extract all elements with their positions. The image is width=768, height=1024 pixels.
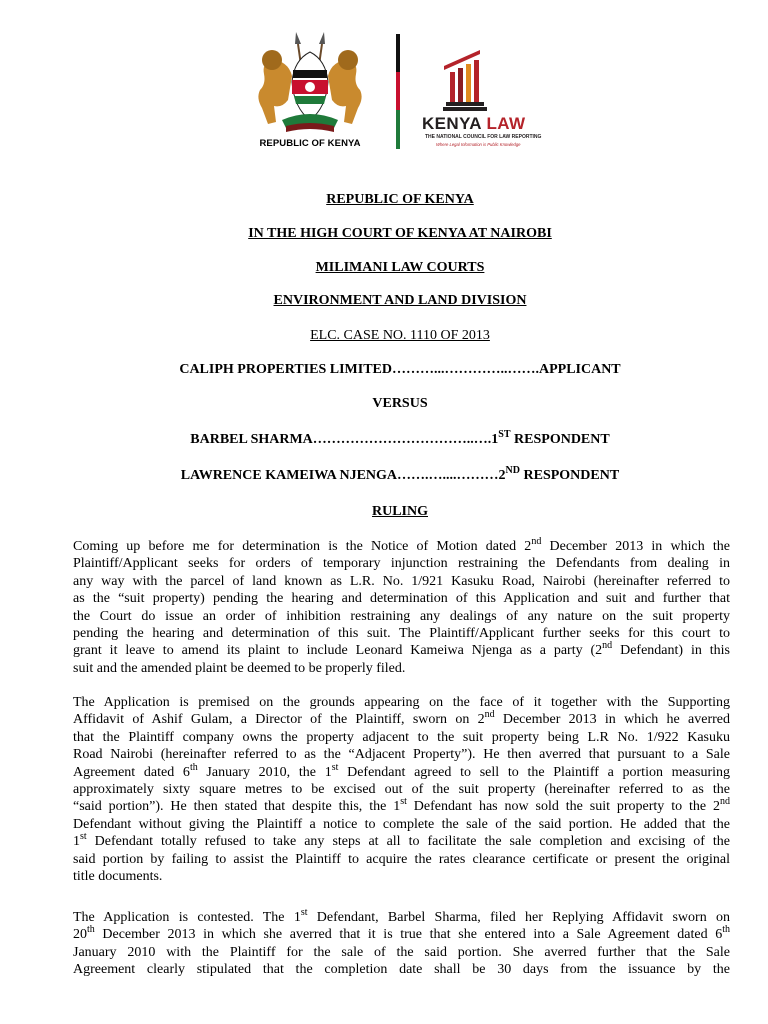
header-logos	[240, 30, 560, 155]
p2-line: said portion by failing to assist the Plaintiff to acquire the rates clearance certificate or present the original	[73, 851, 730, 867]
heading-division: ENVIRONMENT AND LAND DIVISION	[273, 293, 527, 308]
paragraph-1	[73, 538, 730, 677]
p2-line: approximately sixty square metres to be excised out of the suit property (hereinafter referred to as the	[73, 781, 730, 797]
p3-line: Agreement clearly stipulated that the completion date shall be 30 days from the issuance by the	[73, 962, 730, 978]
p1-line: any way with the parcel of land known as L.R. No. 1/921 Kasuku Road, Nairobi (hereinafter referred to	[73, 573, 730, 589]
paragraph-3	[73, 909, 730, 979]
p2-line: The Application is premised on the grounds appearing on the face of it together with the Supporting	[73, 695, 730, 710]
p3-line: January 2010 with the Plaintiff for the sale of the said portion. She averred further that the Sale	[73, 944, 730, 960]
kenya-law-pillars-icon	[440, 44, 510, 112]
paragraph-2	[73, 694, 730, 885]
kenya-law-title-b: LAW	[486, 114, 526, 133]
p2-line: title documents.	[73, 868, 163, 884]
p1-line: the Court do issue an order of inhibition restraining any dealings of any nature on the suit property	[73, 608, 730, 624]
kenya-law-title	[422, 114, 525, 134]
p1-line: Plaintiff/Applicant seeks for orders of temporary injunction restraining the Defendants from dealing in	[73, 556, 730, 572]
p2-line: 1st Defendant totally refused to take any steps at all to facilitate the sale completion and excising of the	[73, 831, 730, 850]
kenya-law-subtitle: THE NATIONAL COUNCIL FOR LAW REPORTING	[425, 134, 542, 140]
heading-courts: MILIMANI LAW COURTS	[315, 260, 485, 275]
p1-line: as the “suit property) pending the hearing and determination of this Application and suit and further that	[73, 591, 730, 607]
versus-label: VERSUS	[372, 396, 428, 411]
p1-line: pending the hearing and determination of this suit. The Plaintiff/Applicant further seeks for this court to	[73, 625, 730, 641]
first-respondent-line: BARBEL SHARMA……………………………..….1ST RESPONDENT	[190, 429, 610, 447]
p2-line: Road Nairobi (hereinafter referred to as the “Adjacent Property”). He then averred that pursuant to a Sale	[73, 747, 730, 763]
kenya-coat-of-arms	[240, 30, 380, 155]
p2-line: Agreement dated 6th January 2010, the 1st Defendant agreed to sell to the Plaintiff a portion measuring	[73, 761, 730, 780]
ruling-title: RULING	[371, 504, 428, 519]
p2-line: Affidavit of Ashif Gulam, a Director of the Plaintiff, sworn on 2nd December 2013 in which he averred	[73, 709, 730, 728]
p1-line: Coming up before me for determination is the Notice of Motion dated 2nd December 2013 in which the	[73, 536, 730, 554]
p3-line: 20th December 2013 in which she averred that it is true that she entered into a Sale Agreement dated 6th	[73, 924, 730, 943]
coat-of-arms-icon	[252, 30, 368, 138]
coat-caption: REPUBLIC OF KENYA	[259, 138, 361, 149]
case-number: ELC. CASE NO. 1110 OF 2013	[310, 328, 490, 343]
heading-court: IN THE HIGH COURT OF KENYA AT NAIROBI	[248, 226, 552, 241]
p1-line: suit and the amended plaint be deemed to be properly filed.	[73, 660, 406, 676]
kenya-law-tagline: Where Legal Information is Public Knowledge	[436, 142, 521, 147]
p3-line: The Application is contested. The 1st Defendant, Barbel Sharma, filed her Replying Affidavit sworn on	[73, 907, 730, 925]
second-respondent-line: LAWRENCE KAMEIWA NJENGA…….…....………2ND RESPONDENT	[180, 465, 620, 483]
flag-divider	[396, 34, 400, 149]
kenya-law-logo	[422, 44, 562, 154]
applicant-line: CALIPH PROPERTIES LIMITED………...…………..…….APPLICANT	[179, 362, 621, 377]
kenya-law-title-a: KENYA	[422, 114, 482, 133]
p2-line: “said portion”). He then stated that despite this, the 1st Defendant has now sold the suit property to the 2nd	[73, 796, 730, 815]
p1-line: grant it leave to amend its plaint to include Leonard Kameiwa Njenga as a party (2nd Defendant) in this	[73, 640, 730, 659]
heading-republic: REPUBLIC OF KENYA	[326, 192, 474, 207]
p2-line: that the Plaintiff company owns the property adjacent to the suit property being L.R No. 1/922 Kasuku	[73, 729, 730, 745]
p2-line: Defendant without giving the Plaintiff a notice to complete the sale of the said portion. He added that the	[73, 816, 730, 832]
